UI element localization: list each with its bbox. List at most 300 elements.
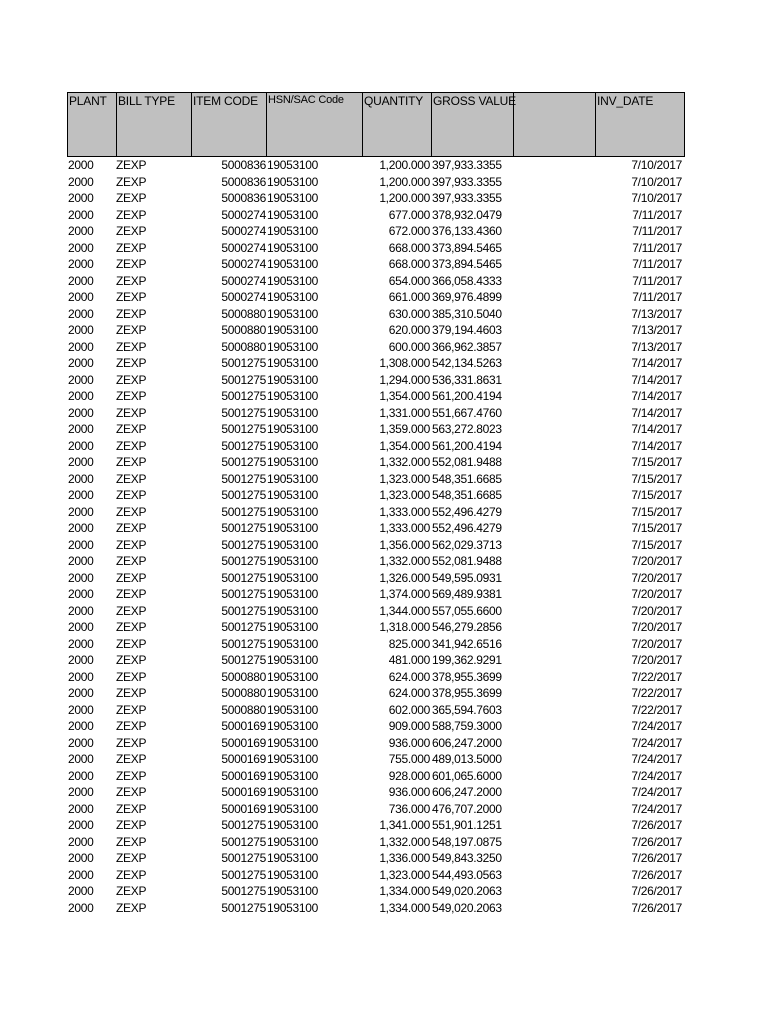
cell-inv-date[interactable]: 7/13/2017	[631, 323, 682, 337]
header-hsn-sac-code[interactable]: HSN/SAC Code	[267, 93, 363, 156]
cell-gross-value[interactable]: 549,843.3250	[432, 851, 502, 865]
cell-inv-date[interactable]: 7/15/2017	[631, 521, 682, 535]
cell-bill-type[interactable]: ZEXP	[116, 422, 147, 436]
cell-gross-value[interactable]: 562,029.3713	[432, 537, 502, 552]
cell-inv-date[interactable]: 7/11/2017	[632, 224, 682, 238]
cell-hsn-code[interactable]: 19053100	[267, 735, 318, 750]
cell-plant[interactable]: 2000	[68, 191, 94, 205]
cell-inv-date[interactable]: 7/26/2017	[631, 884, 682, 898]
cell-bill-type[interactable]: ZEXP	[116, 768, 147, 783]
cell-quantity[interactable]: 1,332.000	[379, 455, 430, 469]
cell-inv-date[interactable]: 7/26/2017	[631, 900, 682, 915]
cell-quantity[interactable]: 928.000	[388, 768, 430, 783]
cell-hsn-code[interactable]: 19053100	[267, 290, 318, 304]
cell-inv-date[interactable]: 7/15/2017	[631, 471, 682, 486]
cell-quantity[interactable]: 1,332.000	[379, 834, 430, 849]
cell-plant[interactable]: 2000	[68, 240, 94, 255]
cell-inv-date[interactable]: 7/10/2017	[631, 158, 682, 172]
cell-gross-value[interactable]: 379,194.4603	[432, 323, 502, 337]
cell-item-code[interactable]: 5000836	[221, 191, 266, 205]
cell-quantity[interactable]: 1,334.000	[379, 884, 430, 898]
cell-hsn-code[interactable]: 19053100	[267, 537, 318, 552]
cell-gross-value[interactable]: 376,133.4360	[432, 224, 502, 238]
cell-plant[interactable]: 2000	[68, 801, 94, 816]
cell-hsn-code[interactable]: 19053100	[267, 801, 318, 816]
header-item-code[interactable]: ITEM CODE	[192, 93, 267, 156]
cell-gross-value[interactable]: 549,595.0931	[432, 570, 502, 585]
cell-item-code[interactable]: 5000880	[221, 686, 266, 700]
cell-bill-type[interactable]: ZEXP	[116, 389, 147, 403]
cell-plant[interactable]: 2000	[68, 818, 94, 832]
cell-quantity[interactable]: 672.000	[388, 224, 430, 238]
cell-gross-value[interactable]: 561,200.4194	[432, 438, 502, 453]
cell-gross-value[interactable]: 606,247.2000	[432, 735, 502, 750]
cell-plant[interactable]: 2000	[68, 785, 94, 799]
cell-hsn-code[interactable]: 19053100	[267, 818, 318, 832]
cell-quantity[interactable]: 624.000	[388, 686, 430, 700]
cell-item-code[interactable]: 5000274	[221, 257, 266, 271]
cell-plant[interactable]: 2000	[68, 174, 94, 189]
cell-quantity[interactable]: 825.000	[388, 636, 430, 651]
cell-hsn-code[interactable]: 19053100	[267, 471, 318, 486]
cell-gross-value[interactable]: 561,200.4194	[432, 389, 502, 403]
cell-bill-type[interactable]: ZEXP	[116, 851, 147, 865]
cell-hsn-code[interactable]: 19053100	[267, 587, 318, 601]
cell-plant[interactable]: 2000	[68, 471, 94, 486]
cell-plant[interactable]: 2000	[68, 488, 94, 502]
cell-quantity[interactable]: 736.000	[388, 801, 430, 816]
cell-hsn-code[interactable]: 19053100	[267, 686, 318, 700]
cell-item-code[interactable]: 5001275	[221, 884, 266, 898]
cell-hsn-code[interactable]: 19053100	[267, 438, 318, 453]
cell-plant[interactable]: 2000	[68, 669, 94, 684]
cell-hsn-code[interactable]: 19053100	[267, 570, 318, 585]
cell-item-code[interactable]: 5000274	[221, 207, 266, 222]
cell-hsn-code[interactable]: 19053100	[267, 323, 318, 337]
cell-quantity[interactable]: 668.000	[388, 240, 430, 255]
cell-bill-type[interactable]: ZEXP	[116, 636, 147, 651]
cell-gross-value[interactable]: 397,933.3355	[432, 191, 502, 205]
cell-inv-date[interactable]: 7/24/2017	[631, 752, 682, 766]
cell-plant[interactable]: 2000	[68, 851, 94, 865]
cell-bill-type[interactable]: ZEXP	[116, 174, 147, 189]
cell-bill-type[interactable]: ZEXP	[116, 653, 147, 667]
cell-item-code[interactable]: 5000880	[221, 669, 266, 684]
cell-inv-date[interactable]: 7/15/2017	[631, 537, 682, 552]
cell-plant[interactable]: 2000	[68, 224, 94, 238]
cell-gross-value[interactable]: 546,279.2856	[432, 620, 502, 634]
cell-item-code[interactable]: 5000169	[221, 752, 266, 766]
cell-quantity[interactable]: 1,323.000	[379, 488, 430, 502]
cell-bill-type[interactable]: ZEXP	[116, 257, 147, 271]
cell-item-code[interactable]: 5000169	[221, 801, 266, 816]
cell-inv-date[interactable]: 7/24/2017	[631, 785, 682, 799]
cell-item-code[interactable]: 5001275	[221, 488, 266, 502]
cell-gross-value[interactable]: 536,331.8631	[432, 372, 502, 387]
cell-bill-type[interactable]: ZEXP	[116, 867, 147, 882]
cell-item-code[interactable]: 5000274	[221, 224, 266, 238]
cell-plant[interactable]: 2000	[68, 735, 94, 750]
cell-inv-date[interactable]: 7/11/2017	[632, 273, 682, 288]
cell-plant[interactable]: 2000	[68, 306, 94, 321]
cell-plant[interactable]: 2000	[68, 554, 94, 568]
cell-plant[interactable]: 2000	[68, 768, 94, 783]
cell-item-code[interactable]: 5001275	[221, 653, 266, 667]
cell-quantity[interactable]: 1,333.000	[379, 521, 430, 535]
cell-plant[interactable]: 2000	[68, 273, 94, 288]
cell-inv-date[interactable]: 7/14/2017	[631, 372, 682, 387]
cell-bill-type[interactable]: ZEXP	[116, 587, 147, 601]
cell-plant[interactable]: 2000	[68, 521, 94, 535]
cell-hsn-code[interactable]: 19053100	[267, 372, 318, 387]
cell-bill-type[interactable]: ZEXP	[116, 356, 147, 370]
cell-plant[interactable]: 2000	[68, 834, 94, 849]
cell-quantity[interactable]: 909.000	[388, 719, 430, 733]
cell-inv-date[interactable]: 7/13/2017	[631, 339, 682, 354]
cell-gross-value[interactable]: 549,020.2063	[432, 900, 502, 915]
cell-plant[interactable]: 2000	[68, 620, 94, 634]
cell-inv-date[interactable]: 7/14/2017	[631, 405, 682, 420]
cell-bill-type[interactable]: ZEXP	[116, 686, 147, 700]
cell-item-code[interactable]: 5001275	[221, 521, 266, 535]
cell-hsn-code[interactable]: 19053100	[267, 752, 318, 766]
cell-gross-value[interactable]: 548,351.6685	[432, 471, 502, 486]
cell-hsn-code[interactable]: 19053100	[267, 653, 318, 667]
cell-quantity[interactable]: 481.000	[388, 653, 430, 667]
cell-bill-type[interactable]: ZEXP	[116, 273, 147, 288]
cell-inv-date[interactable]: 7/11/2017	[632, 240, 682, 255]
cell-inv-date[interactable]: 7/10/2017	[631, 174, 682, 189]
cell-bill-type[interactable]: ZEXP	[116, 158, 147, 172]
cell-gross-value[interactable]: 552,496.4279	[432, 504, 502, 519]
cell-quantity[interactable]: 1,294.000	[379, 372, 430, 387]
cell-bill-type[interactable]: ZEXP	[116, 884, 147, 898]
cell-gross-value[interactable]: 544,493.0563	[432, 867, 502, 882]
cell-bill-type[interactable]: ZEXP	[116, 785, 147, 799]
cell-plant[interactable]: 2000	[68, 158, 94, 172]
cell-quantity[interactable]: 624.000	[388, 669, 430, 684]
cell-inv-date[interactable]: 7/20/2017	[631, 570, 682, 585]
cell-gross-value[interactable]: 476,707.2000	[432, 801, 502, 816]
cell-quantity[interactable]: 1,323.000	[379, 867, 430, 882]
cell-inv-date[interactable]: 7/14/2017	[631, 438, 682, 453]
cell-hsn-code[interactable]: 19053100	[267, 405, 318, 420]
cell-plant[interactable]: 2000	[68, 207, 94, 222]
cell-gross-value[interactable]: 341,942.6516	[432, 636, 502, 651]
cell-item-code[interactable]: 5001275	[221, 537, 266, 552]
cell-gross-value[interactable]: 397,933.3355	[432, 158, 502, 172]
cell-gross-value[interactable]: 548,197.0875	[432, 834, 502, 849]
cell-item-code[interactable]: 5000880	[221, 339, 266, 354]
cell-gross-value[interactable]: 385,310.5040	[432, 306, 502, 321]
cell-gross-value[interactable]: 569,489.9381	[432, 587, 502, 601]
cell-inv-date[interactable]: 7/15/2017	[631, 504, 682, 519]
cell-hsn-code[interactable]: 19053100	[267, 702, 318, 717]
header-bill-type[interactable]: BILL TYPE	[117, 93, 192, 156]
cell-bill-type[interactable]: ZEXP	[116, 702, 147, 717]
cell-inv-date[interactable]: 7/22/2017	[631, 669, 682, 684]
cell-inv-date[interactable]: 7/26/2017	[631, 851, 682, 865]
cell-bill-type[interactable]: ZEXP	[116, 372, 147, 387]
cell-bill-type[interactable]: ZEXP	[116, 455, 147, 469]
cell-quantity[interactable]: 1,326.000	[379, 570, 430, 585]
cell-bill-type[interactable]: ZEXP	[116, 735, 147, 750]
cell-hsn-code[interactable]: 19053100	[267, 224, 318, 238]
cell-item-code[interactable]: 5001275	[221, 504, 266, 519]
cell-item-code[interactable]: 5001275	[221, 900, 266, 915]
cell-bill-type[interactable]: ZEXP	[116, 570, 147, 585]
cell-plant[interactable]: 2000	[68, 603, 94, 618]
cell-gross-value[interactable]: 378,932.0479	[432, 207, 502, 222]
cell-quantity[interactable]: 1,333.000	[379, 504, 430, 519]
cell-inv-date[interactable]: 7/20/2017	[631, 636, 682, 651]
cell-bill-type[interactable]: ZEXP	[116, 405, 147, 420]
cell-inv-date[interactable]: 7/14/2017	[631, 422, 682, 436]
cell-gross-value[interactable]: 378,955.3699	[432, 669, 502, 684]
cell-quantity[interactable]: 1,200.000	[379, 174, 430, 189]
header-empty[interactable]	[514, 93, 596, 156]
cell-gross-value[interactable]: 557,055.6600	[432, 603, 502, 618]
cell-hsn-code[interactable]: 19053100	[267, 389, 318, 403]
cell-bill-type[interactable]: ZEXP	[116, 504, 147, 519]
cell-quantity[interactable]: 1,356.000	[379, 537, 430, 552]
cell-item-code[interactable]: 5001275	[221, 455, 266, 469]
cell-quantity[interactable]: 602.000	[388, 702, 430, 717]
cell-inv-date[interactable]: 7/24/2017	[631, 719, 682, 733]
cell-hsn-code[interactable]: 19053100	[267, 768, 318, 783]
cell-hsn-code[interactable]: 19053100	[267, 174, 318, 189]
cell-hsn-code[interactable]: 19053100	[267, 207, 318, 222]
cell-hsn-code[interactable]: 19053100	[267, 554, 318, 568]
cell-hsn-code[interactable]: 19053100	[267, 884, 318, 898]
cell-inv-date[interactable]: 7/24/2017	[631, 735, 682, 750]
cell-quantity[interactable]: 936.000	[388, 785, 430, 799]
cell-bill-type[interactable]: ZEXP	[116, 224, 147, 238]
cell-bill-type[interactable]: ZEXP	[116, 306, 147, 321]
cell-quantity[interactable]: 1,374.000	[379, 587, 430, 601]
cell-quantity[interactable]: 1,359.000	[379, 422, 430, 436]
cell-inv-date[interactable]: 7/20/2017	[631, 603, 682, 618]
cell-bill-type[interactable]: ZEXP	[116, 620, 147, 634]
cell-inv-date[interactable]: 7/13/2017	[631, 306, 682, 321]
cell-bill-type[interactable]: ZEXP	[116, 554, 147, 568]
cell-gross-value[interactable]: 552,496.4279	[432, 521, 502, 535]
cell-quantity[interactable]: 1,323.000	[379, 471, 430, 486]
header-gross-value[interactable]: GROSS VALUE	[432, 93, 514, 156]
cell-hsn-code[interactable]: 19053100	[267, 834, 318, 849]
cell-gross-value[interactable]: 366,962.3857	[432, 339, 502, 354]
cell-hsn-code[interactable]: 19053100	[267, 900, 318, 915]
cell-item-code[interactable]: 5000880	[221, 323, 266, 337]
cell-item-code[interactable]: 5000274	[221, 273, 266, 288]
cell-inv-date[interactable]: 7/20/2017	[631, 620, 682, 634]
cell-gross-value[interactable]: 606,247.2000	[432, 785, 502, 799]
cell-item-code[interactable]: 5001275	[221, 603, 266, 618]
cell-quantity[interactable]: 1,332.000	[379, 554, 430, 568]
cell-item-code[interactable]: 5001275	[221, 834, 266, 849]
cell-plant[interactable]: 2000	[68, 867, 94, 882]
cell-inv-date[interactable]: 7/15/2017	[631, 455, 682, 469]
cell-plant[interactable]: 2000	[68, 537, 94, 552]
cell-bill-type[interactable]: ZEXP	[116, 603, 147, 618]
cell-hsn-code[interactable]: 19053100	[267, 488, 318, 502]
cell-inv-date[interactable]: 7/14/2017	[631, 389, 682, 403]
cell-bill-type[interactable]: ZEXP	[116, 752, 147, 766]
cell-gross-value[interactable]: 588,759.3000	[432, 719, 502, 733]
cell-plant[interactable]: 2000	[68, 702, 94, 717]
cell-item-code[interactable]: 5000880	[221, 702, 266, 717]
cell-plant[interactable]: 2000	[68, 636, 94, 651]
cell-bill-type[interactable]: ZEXP	[116, 240, 147, 255]
cell-item-code[interactable]: 5000880	[221, 306, 266, 321]
cell-item-code[interactable]: 5001275	[221, 851, 266, 865]
cell-item-code[interactable]: 5001275	[221, 438, 266, 453]
cell-plant[interactable]: 2000	[68, 356, 94, 370]
cell-inv-date[interactable]: 7/20/2017	[631, 554, 682, 568]
cell-bill-type[interactable]: ZEXP	[116, 834, 147, 849]
cell-hsn-code[interactable]: 19053100	[267, 785, 318, 799]
cell-plant[interactable]: 2000	[68, 570, 94, 585]
cell-plant[interactable]: 2000	[68, 686, 94, 700]
cell-quantity[interactable]: 1,308.000	[379, 356, 430, 370]
cell-inv-date[interactable]: 7/22/2017	[631, 686, 682, 700]
cell-quantity[interactable]: 677.000	[388, 207, 430, 222]
cell-gross-value[interactable]: 551,901.1251	[432, 818, 502, 832]
cell-inv-date[interactable]: 7/11/2017	[632, 257, 682, 271]
cell-quantity[interactable]: 755.000	[388, 752, 430, 766]
cell-gross-value[interactable]: 551,667.4760	[432, 405, 502, 420]
cell-item-code[interactable]: 5001275	[221, 570, 266, 585]
cell-hsn-code[interactable]: 19053100	[267, 603, 318, 618]
cell-plant[interactable]: 2000	[68, 438, 94, 453]
cell-bill-type[interactable]: ZEXP	[116, 801, 147, 816]
cell-gross-value[interactable]: 548,351.6685	[432, 488, 502, 502]
cell-plant[interactable]: 2000	[68, 504, 94, 519]
cell-plant[interactable]: 2000	[68, 455, 94, 469]
cell-quantity[interactable]: 668.000	[388, 257, 430, 271]
header-plant[interactable]: PLANT	[68, 93, 117, 156]
cell-item-code[interactable]: 5001275	[221, 356, 266, 370]
cell-quantity[interactable]: 1,200.000	[379, 191, 430, 205]
cell-item-code[interactable]: 5000169	[221, 719, 266, 733]
cell-inv-date[interactable]: 7/26/2017	[631, 818, 682, 832]
cell-inv-date[interactable]: 7/11/2017	[632, 207, 682, 222]
cell-quantity[interactable]: 1,200.000	[379, 158, 430, 172]
cell-bill-type[interactable]: ZEXP	[116, 323, 147, 337]
cell-inv-date[interactable]: 7/24/2017	[631, 768, 682, 783]
cell-item-code[interactable]: 5001275	[221, 867, 266, 882]
cell-item-code[interactable]: 5001275	[221, 389, 266, 403]
cell-plant[interactable]: 2000	[68, 900, 94, 915]
cell-plant[interactable]: 2000	[68, 389, 94, 403]
cell-quantity[interactable]: 1,354.000	[379, 438, 430, 453]
cell-plant[interactable]: 2000	[68, 257, 94, 271]
cell-gross-value[interactable]: 369,976.4899	[432, 290, 502, 304]
cell-item-code[interactable]: 5001275	[221, 620, 266, 634]
cell-gross-value[interactable]: 378,955.3699	[432, 686, 502, 700]
cell-quantity[interactable]: 630.000	[388, 306, 430, 321]
cell-plant[interactable]: 2000	[68, 422, 94, 436]
cell-gross-value[interactable]: 489,013.5000	[432, 752, 502, 766]
cell-hsn-code[interactable]: 19053100	[267, 191, 318, 205]
cell-hsn-code[interactable]: 19053100	[267, 422, 318, 436]
cell-plant[interactable]: 2000	[68, 653, 94, 667]
cell-plant[interactable]: 2000	[68, 290, 94, 304]
cell-hsn-code[interactable]: 19053100	[267, 455, 318, 469]
cell-plant[interactable]: 2000	[68, 405, 94, 420]
cell-quantity[interactable]: 1,354.000	[379, 389, 430, 403]
cell-inv-date[interactable]: 7/26/2017	[631, 834, 682, 849]
cell-item-code[interactable]: 5001275	[221, 818, 266, 832]
cell-inv-date[interactable]: 7/26/2017	[631, 867, 682, 882]
cell-item-code[interactable]: 5001275	[221, 587, 266, 601]
cell-hsn-code[interactable]: 19053100	[267, 521, 318, 535]
cell-hsn-code[interactable]: 19053100	[267, 356, 318, 370]
cell-plant[interactable]: 2000	[68, 339, 94, 354]
cell-quantity[interactable]: 1,344.000	[379, 603, 430, 618]
cell-hsn-code[interactable]: 19053100	[267, 669, 318, 684]
cell-quantity[interactable]: 661.000	[388, 290, 430, 304]
cell-inv-date[interactable]: 7/14/2017	[631, 356, 682, 370]
cell-bill-type[interactable]: ZEXP	[116, 488, 147, 502]
cell-bill-type[interactable]: ZEXP	[116, 438, 147, 453]
cell-item-code[interactable]: 5000169	[221, 785, 266, 799]
cell-gross-value[interactable]: 563,272.8023	[432, 422, 502, 436]
cell-item-code[interactable]: 5000836	[221, 158, 266, 172]
cell-hsn-code[interactable]: 19053100	[267, 867, 318, 882]
cell-item-code[interactable]: 5001275	[221, 422, 266, 436]
cell-hsn-code[interactable]: 19053100	[267, 504, 318, 519]
cell-inv-date[interactable]: 7/20/2017	[631, 653, 682, 667]
cell-item-code[interactable]: 5000169	[221, 735, 266, 750]
header-quantity[interactable]: QUANTITY	[363, 93, 432, 156]
cell-gross-value[interactable]: 373,894.5465	[432, 257, 502, 271]
cell-plant[interactable]: 2000	[68, 372, 94, 387]
cell-quantity[interactable]: 1,318.000	[379, 620, 430, 634]
cell-hsn-code[interactable]: 19053100	[267, 240, 318, 255]
cell-gross-value[interactable]: 365,594.7603	[432, 702, 502, 717]
cell-item-code[interactable]: 5001275	[221, 372, 266, 387]
cell-item-code[interactable]: 5001275	[221, 554, 266, 568]
cell-item-code[interactable]: 5001275	[221, 471, 266, 486]
cell-bill-type[interactable]: ZEXP	[116, 207, 147, 222]
cell-bill-type[interactable]: ZEXP	[116, 900, 147, 915]
cell-gross-value[interactable]: 199,362.9291	[432, 653, 502, 667]
cell-plant[interactable]: 2000	[68, 752, 94, 766]
cell-item-code[interactable]: 5000274	[221, 240, 266, 255]
cell-hsn-code[interactable]: 19053100	[267, 636, 318, 651]
cell-gross-value[interactable]: 552,081.9488	[432, 455, 502, 469]
cell-plant[interactable]: 2000	[68, 587, 94, 601]
cell-quantity[interactable]: 1,336.000	[379, 851, 430, 865]
cell-bill-type[interactable]: ZEXP	[116, 471, 147, 486]
cell-gross-value[interactable]: 552,081.9488	[432, 554, 502, 568]
cell-item-code[interactable]: 5000274	[221, 290, 266, 304]
cell-hsn-code[interactable]: 19053100	[267, 339, 318, 354]
cell-inv-date[interactable]: 7/22/2017	[631, 702, 682, 717]
cell-quantity[interactable]: 1,331.000	[379, 405, 430, 420]
cell-hsn-code[interactable]: 19053100	[267, 851, 318, 865]
cell-bill-type[interactable]: ZEXP	[116, 719, 147, 733]
cell-quantity[interactable]: 1,341.000	[379, 818, 430, 832]
cell-plant[interactable]: 2000	[68, 884, 94, 898]
cell-quantity[interactable]: 1,334.000	[379, 900, 430, 915]
cell-hsn-code[interactable]: 19053100	[267, 620, 318, 634]
cell-hsn-code[interactable]: 19053100	[267, 306, 318, 321]
header-inv-date[interactable]: INV_DATE	[597, 94, 654, 108]
cell-quantity[interactable]: 936.000	[388, 735, 430, 750]
cell-inv-date[interactable]: 7/15/2017	[631, 488, 682, 502]
